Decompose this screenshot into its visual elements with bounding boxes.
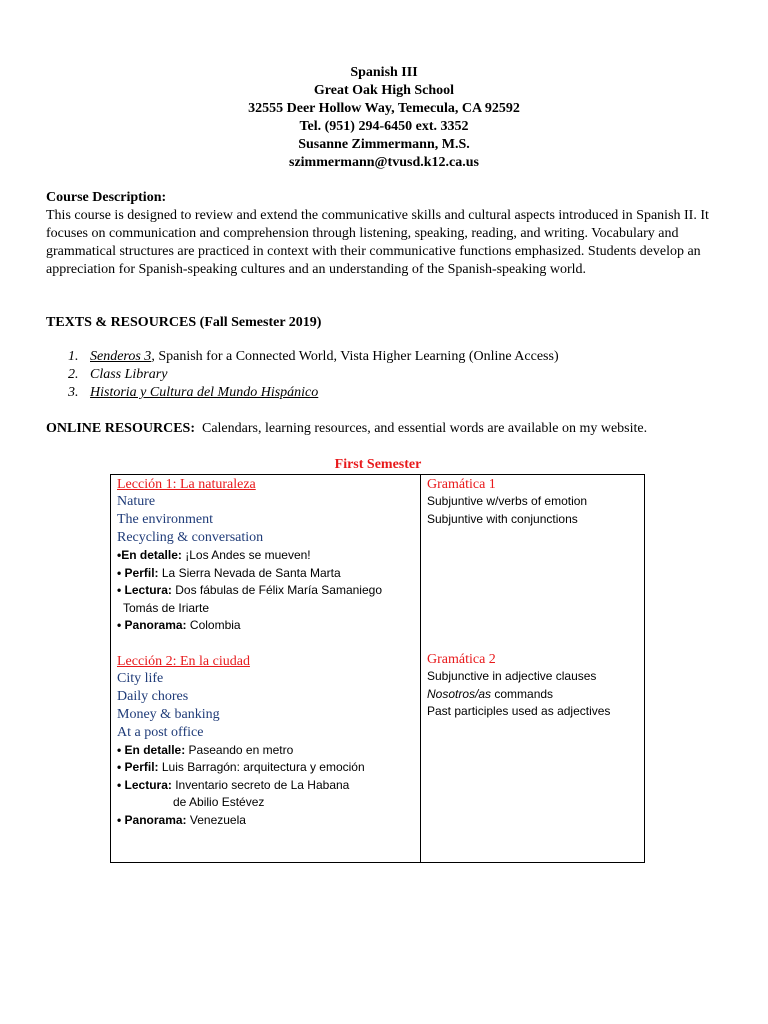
lesson-1-culture-item: • Perfil: La Sierra Nevada de Santa Marta (117, 565, 341, 580)
resources-list (68, 348, 559, 402)
list-item (68, 384, 559, 402)
lesson-1-culture-item: Tomás de Iriarte (123, 600, 210, 615)
list-item (68, 348, 559, 366)
lesson-2-topic: City life (117, 670, 164, 686)
grammar-2-item: Past participles used as adjectives (427, 704, 611, 718)
grammar-2-item: Subjunctive in adjective clauses (427, 669, 597, 683)
grammar-2-title: Gramática 2 (427, 652, 496, 667)
lesson-2-topic: At a post office (117, 724, 204, 740)
grammar-1-item: Subjuntive w/verbs of emotion (427, 494, 588, 508)
grammar-2-item: Nosotros/as commands (427, 686, 554, 701)
school-name: Great Oak High School (313, 83, 455, 98)
course-description-heading: Course Description: (46, 190, 167, 205)
lesson-2-culture-item: de Abilio Estévez (173, 795, 265, 809)
semester-title: First Semester (334, 457, 422, 472)
lesson-2-culture-item: • Lectura: Inventario secreto de La Habana (117, 777, 350, 792)
lesson-1-title: Lección 1: La naturaleza (117, 477, 256, 492)
grammar-column (427, 476, 642, 721)
lesson-2-title: Lección 2: En la ciudad (117, 653, 250, 669)
list-item (68, 366, 559, 384)
lessons-column (117, 476, 417, 829)
school-phone: Tel. (951) 294-6450 ext. 3352 (299, 119, 469, 134)
course-description (46, 189, 726, 279)
online-resources-text: Calendars, learning resources, and essential words are available on my website. (194, 421, 648, 436)
grammar-1-title: Gramática 1 (427, 477, 496, 492)
document-header (0, 64, 768, 172)
lesson-2-topic: Money & banking (117, 706, 220, 722)
grammar-1-item: Subjuntive with conjunctions (427, 511, 578, 526)
class-library: Class Library (90, 367, 168, 382)
book-title-historia: Historia y Cultura del Mundo Hispánico (90, 385, 319, 400)
lesson-1-culture-item: • Lectura: Dos fábulas de Félix María Samaniego (117, 583, 382, 597)
lesson-2-culture-item: • Panorama: Venezuela (117, 812, 246, 827)
lesson-2-culture-item: • En detalle: Paseando en metro (117, 742, 294, 757)
table-divider (420, 475, 421, 862)
lesson-1-culture-item: •En detalle: ¡Los Andes se mueven! (117, 548, 311, 562)
course-name: Spanish III (350, 65, 418, 80)
lesson-1-topic: Recycling & conversation (117, 530, 264, 545)
list-number: 3. (68, 385, 79, 400)
teacher-name: Susanne Zimmermann, M.S. (298, 137, 470, 152)
online-resources-label: ONLINE RESOURCES: (46, 421, 195, 436)
book-title-senderos: Senderos 3 (90, 349, 152, 364)
list-number: 1. (68, 349, 79, 364)
lesson-1-topic: Nature (117, 494, 156, 509)
semester-table (110, 474, 645, 863)
list-number: 2. (68, 367, 79, 382)
lesson-2-topic: Daily chores (117, 688, 189, 704)
book-details: , Spanish for a Connected World, Vista Higher Learning (Online Access) (151, 349, 559, 364)
course-description-body: This course is designed to review and extend the communicative skills and cultural aspects introduced in Spanish II. It focuses on communication and comprehension through listening, speaking, reading, and writing. Vocabulary and grammatical structures are practiced in context with their communicative functions emphasized. Students develop an appreciation for Spanish-speaking cultures and an understanding of the Spanish-speaking world. (46, 208, 709, 277)
lesson-1-culture-item: • Panorama: Colombia (117, 618, 241, 632)
teacher-email: szimmermann@tvusd.k12.ca.us (289, 155, 479, 170)
lesson-2-culture-item: • Perfil: Luis Barragón: arquitectura y emoción (117, 760, 365, 774)
lesson-1-topic: The environment (117, 512, 214, 527)
online-resources (46, 420, 726, 438)
texts-resources-heading: TEXTS & RESOURCES (Fall Semester 2019) (46, 315, 322, 330)
school-address: 32555 Deer Hollow Way, Temecula, CA 92592 (248, 101, 520, 116)
